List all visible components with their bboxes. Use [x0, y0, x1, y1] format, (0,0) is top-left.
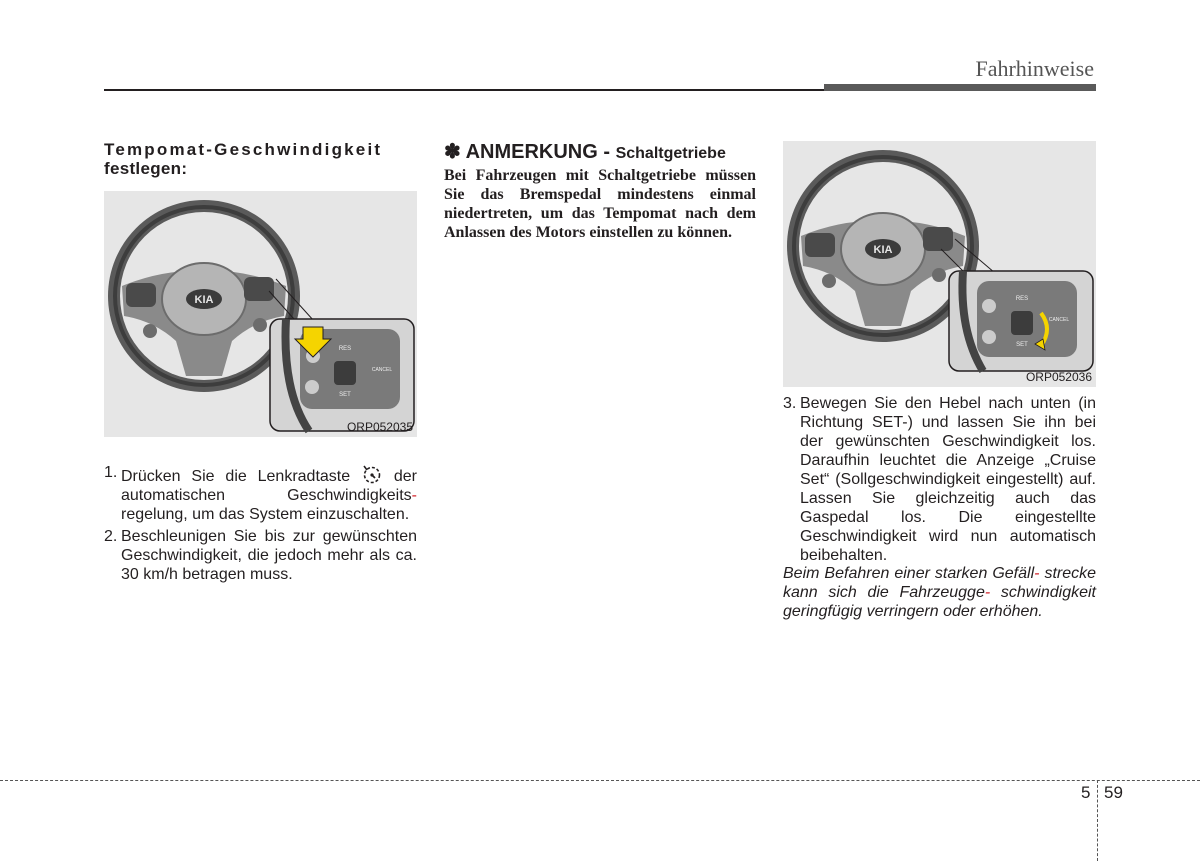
step-1-number: 1.	[104, 464, 118, 481]
cruise-control-icon	[361, 463, 383, 485]
section-heading-line2: festlegen:	[104, 159, 188, 178]
page-number: 59	[1104, 783, 1123, 802]
steering-wheel-figure-1	[104, 191, 417, 437]
note-subtitle: Schaltgetriebe	[615, 145, 726, 162]
step-3	[783, 394, 1096, 565]
step-1-text-c: regelung, um das System einzuschalten.	[121, 506, 410, 523]
footer-dashed-rule	[0, 780, 1200, 781]
figure-2-label: ORP052036	[1025, 370, 1092, 384]
note-body: Bei Fahrzeugen mit Schaltgetriebe müssen Sie das Bremspedal mindestens einmal niedertreten, um das Tempomat nach dem Anlassen des Motors einstellen zu können.	[444, 167, 756, 241]
inset-set-label: SET	[339, 392, 351, 398]
italic-note-part3: schwindigkeit geringfügig verringern oder erhöhen.	[783, 584, 1096, 620]
chapter-number: 5	[1081, 783, 1091, 802]
page-header-title: Fahrhinweise	[975, 56, 1094, 81]
kia-logo-text: KIA	[194, 294, 214, 306]
section-heading	[104, 140, 418, 178]
footer-dashed-divider	[1097, 780, 1098, 861]
steps-list-3	[783, 394, 1096, 568]
inset2-res-label: RES	[1015, 296, 1029, 302]
step-2-text: Beschleunigen Sie bis zur gewünschten Geschwindigkeit, die jedoch mehr als ca. 30 km/h betragen muss.	[121, 528, 417, 583]
step-2	[104, 527, 417, 584]
note-title: ANMERKUNG -	[460, 141, 616, 163]
note-heading	[444, 139, 756, 164]
steps-list-1	[104, 463, 417, 587]
section-heading-line1: Tempomat-Geschwindigkeit	[104, 140, 383, 159]
figure-1-label: ORP052035	[346, 420, 413, 434]
inset-res-label: RES	[338, 346, 352, 352]
note-symbol-icon: ✽	[444, 141, 461, 163]
italic-note	[783, 564, 1096, 621]
step-3-number: 3.	[783, 395, 797, 412]
step-1-text-b: der automatischen Geschwindigkeits	[121, 468, 417, 504]
steering-wheel-figure-2	[783, 141, 1096, 387]
inset2-cancel-label: CANCEL	[1048, 317, 1070, 323]
steering-wheel-illustration-2	[783, 141, 1096, 387]
step-1-hyphen: -	[411, 487, 417, 504]
italic-note-part2: strecke kann sich die Fahrzeugge	[783, 565, 1097, 601]
step-3-text: Bewegen Sie den Hebel nach unten (in Richtung SET-) und lassen Sie ihn bei der gewünschten Geschwindigkeit los. Daraufhin leuchtet die Anzeige „Cruise Set“ (Sollgeschwindigkeit eingestellt) auf. Lassen Sie gleichzeitig auch das Gaspedal los. Die eingestellte Geschwindigkeit wird nun automatisch beibehalten.	[800, 395, 1096, 564]
header-rule-accent	[824, 84, 1096, 91]
inset-cancel-label: CANCEL	[371, 367, 393, 373]
step-1	[104, 463, 417, 524]
header-rule	[104, 89, 824, 91]
italic-note-hyphen-1: -	[1034, 565, 1040, 582]
italic-note-hyphen-2: -	[984, 584, 991, 601]
inset2-set-label: SET	[1016, 342, 1028, 348]
steering-wheel-illustration	[104, 191, 417, 437]
step-2-number: 2.	[104, 528, 118, 545]
step-1-text-a: Drücken Sie die Lenkradtaste	[121, 468, 351, 485]
kia-logo-text-2: KIA	[873, 244, 893, 256]
italic-note-part1: Beim Befahren einer starken Gefäll	[783, 565, 1035, 582]
